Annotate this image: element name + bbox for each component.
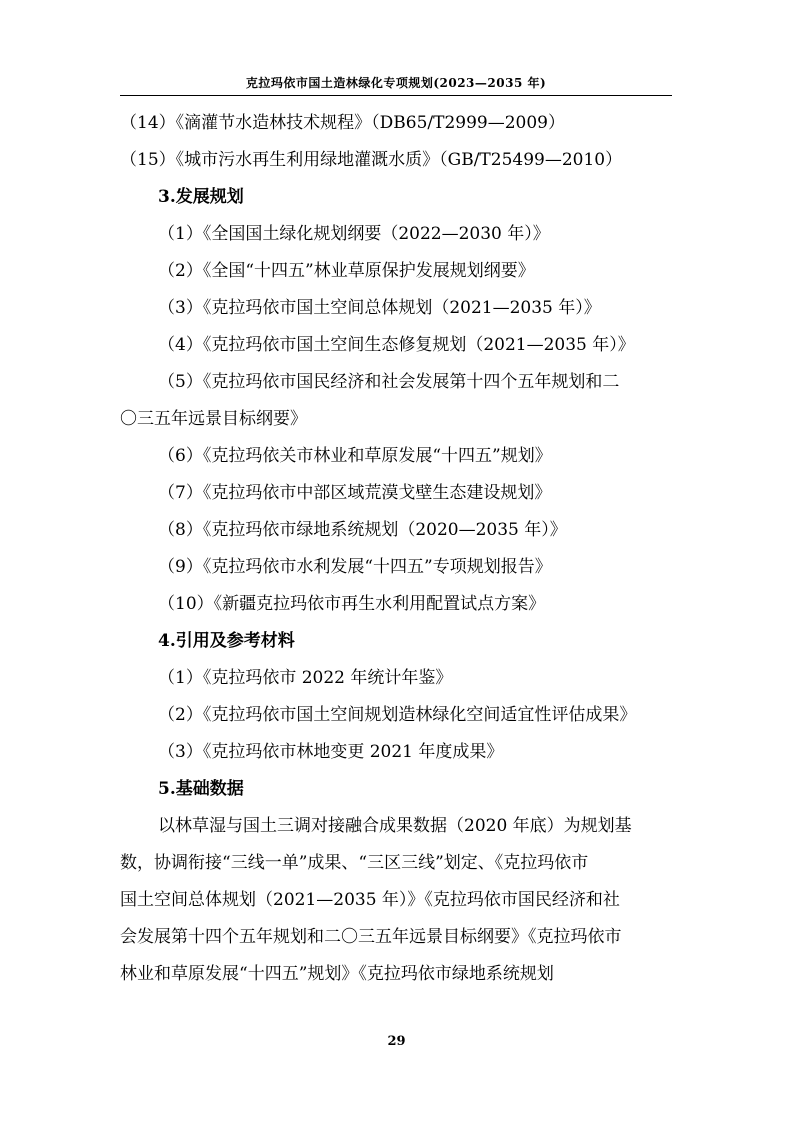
reference-item: （9）《克拉玛依市水利发展“十四五”专项规划报告》 [158, 557, 552, 577]
section-heading-references: 4.引用及参考材料 [158, 631, 295, 651]
paragraph-line: 会发展第十四个五年规划和二〇三五年远景目标纲要》《克拉玛依市 [120, 927, 622, 947]
reference-item: （2）《克拉玛依市国土空间规划造林绿化空间适宜性评估成果》 [158, 705, 637, 725]
reference-item: （3）《克拉玛依市林地变更 2021 年度成果》 [158, 742, 504, 762]
reference-item: （2）《全国“十四五”林业草原保护发展规划纲要》 [158, 261, 535, 281]
paragraph-line: 数，协调衔接“三线一单”成果、“三区三线”划定、《克拉玛依市 [120, 853, 589, 873]
header-divider [120, 95, 672, 96]
reference-item: （1）《全国国土绿化规划纲要（2022—2030 年）》 [158, 224, 550, 244]
section-heading-base-data: 5.基础数据 [158, 779, 244, 799]
reference-item: （1）《克拉玛依市 2022 年统计年鉴》 [158, 668, 453, 688]
paragraph-line: 以林草湿与国土三调对接融合成果数据（2020 年底）为规划基 [158, 816, 632, 836]
page-number: 29 [387, 1034, 406, 1049]
reference-item-continuation: 〇三五年远景目标纲要》 [120, 409, 307, 429]
reference-item: （3）《克拉玛依市国土空间总体规划（2021—2035 年）》 [158, 298, 601, 318]
reference-item: （8）《克拉玛依市绿地系统规划（2020—2035 年）》 [158, 520, 567, 540]
reference-item: （15）《城市污水再生利用绿地灌溉水质》（GB/T25499—2010） [120, 150, 623, 170]
section-heading-development-plans: 3.发展规划 [158, 187, 244, 207]
paragraph-line: 国土空间总体规划（2021—2035 年）》《克拉玛依市国民经济和社 [120, 890, 620, 910]
reference-item: （5）《克拉玛依市国民经济和社会发展第十四个五年规划和二 [158, 372, 620, 392]
reference-item: （14）《滴灌节水造林技术规程》（DB65/T2999—2009） [120, 113, 565, 133]
running-header: 克拉玛依市国土造林绿化专项规划(2023—2035 年) [245, 76, 547, 90]
reference-item: （7）《克拉玛依市中部区域荒漠戈壁生态建设规划》 [158, 483, 552, 503]
reference-item: （4）《克拉玛依市国土空间生态修复规划（2021—2035 年）》 [158, 335, 635, 355]
reference-item: （6）《克拉玛依关市林业和草原发展“十四五”规划》 [158, 446, 552, 466]
reference-item: （10）《新疆克拉玛依市再生水利用配置试点方案》 [158, 594, 546, 614]
paragraph-line: 林业和草原发展“十四五”规划》《克拉玛依市绿地系统规划 [120, 964, 554, 984]
